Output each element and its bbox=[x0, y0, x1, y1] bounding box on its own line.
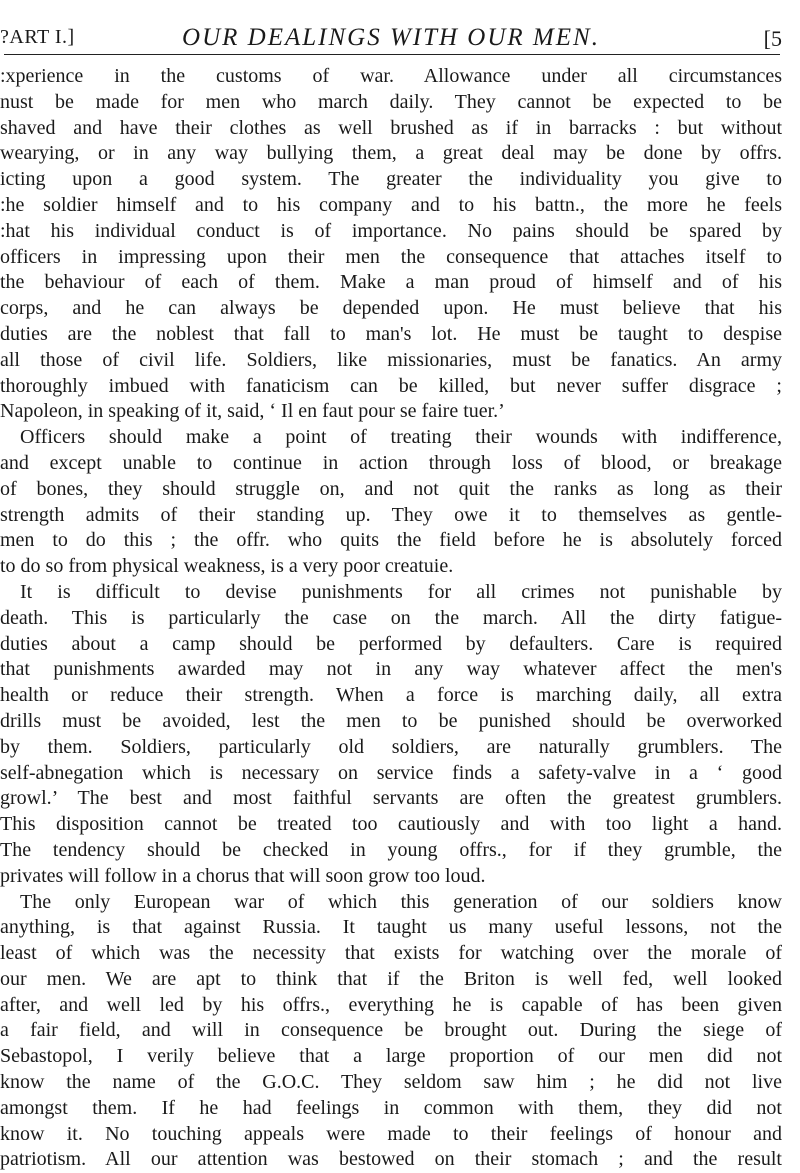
text-line: growl.’ The best and most faithful servants are often the greatest grumblers. bbox=[0, 787, 782, 810]
text-line: It is difficult to devise punishments for all crimes not punishable by bbox=[20, 580, 782, 603]
text-line: Officers should make a point of treating their wounds with indifference, bbox=[20, 426, 782, 449]
text-line: amongst them. If he had feelings in common with them, they did not bbox=[0, 1096, 782, 1119]
text-line: all those of civil life. Soldiers, like missionaries, must be fanatics. An army bbox=[0, 348, 782, 371]
text-line: drills must be avoided, lest the men to be punished should be overworked bbox=[0, 709, 782, 732]
text-line: that punishments awarded may not in any way whatever affect the men's bbox=[0, 658, 782, 681]
page-number: [5 bbox=[763, 26, 782, 51]
text-line: health or reduce their strength. When a force is marching daily, all extra bbox=[0, 684, 782, 707]
text-line: of bones, they should struggle on, and not quit the ranks as long as their bbox=[0, 477, 782, 500]
text-line: know the name of the G.O.C. They seldom saw him ; he did not live bbox=[0, 1071, 782, 1094]
text-line: least of which was the necessity that exists for watching over the morale of bbox=[0, 942, 782, 965]
text-line: Napoleon, in speaking of it, said, ‘ Il en faut pour se faire tuer.’ bbox=[0, 400, 505, 423]
text-line: nust be made for men who march daily. They cannot be expected to be bbox=[0, 90, 782, 113]
text-line: The tendency should be checked in young offrs., for if they grumble, the bbox=[0, 838, 782, 861]
text-line: corps, and he can always be depended upon. He must believe that his bbox=[0, 297, 782, 320]
running-title: OUR DEALINGS WITH OUR MEN. bbox=[182, 24, 600, 51]
text-line: and except unable to continue in action through loss of blood, or breakage bbox=[0, 451, 782, 474]
text-line: the behaviour of each of them. Make a man proud of himself and of his bbox=[0, 271, 782, 294]
text-line: after, and well led by his offrs., everything he is capable of has been given bbox=[0, 993, 782, 1016]
text-line: to do so from physical weakness, is a very poor creatuie. bbox=[0, 555, 454, 578]
text-line: Sebastopol, I verily believe that a large proportion of our men did not bbox=[0, 1045, 782, 1068]
text-line: This disposition cannot be treated too cautiously and with too light a hand. bbox=[0, 813, 782, 836]
text-line: anything, is that against Russia. It taught us many useful lessons, not the bbox=[0, 916, 782, 939]
text-line: duties about a camp should be performed by defaulters. Care is required bbox=[0, 632, 782, 655]
text-line: men to do this ; the offr. who quits the field before he is absolutely forced bbox=[0, 529, 782, 552]
body-text bbox=[0, 64, 782, 1173]
text-line: wearying, or in any way bullying them, a great deal may be done by offrs. bbox=[0, 142, 782, 165]
text-line: strength admits of their standing up. They owe it to themselves as gentle- bbox=[0, 503, 782, 526]
text-line: The only European war of which this generation of our soldiers know bbox=[20, 890, 782, 913]
text-line: death. This is particularly the case on the march. All the dirty fatigue- bbox=[0, 606, 782, 629]
text-line: patriotism. All our attention was bestowed on their stomach ; and the result bbox=[0, 1148, 782, 1171]
text-line: our men. We are apt to think that if the Briton is well fed, well looked bbox=[0, 967, 782, 990]
part-label: ?ART I.] bbox=[0, 26, 75, 48]
text-line: :hat his individual conduct is of importance. No pains should be spared by bbox=[0, 219, 782, 242]
text-line: :xperience in the customs of war. Allowance under all circumstances bbox=[0, 65, 782, 87]
text-line: icting upon a good system. The greater the individuality you give to bbox=[0, 168, 782, 191]
text-line: shaved and have their clothes as well brushed as if in barracks : but without bbox=[0, 116, 782, 139]
page-header bbox=[0, 14, 782, 54]
text-line: self-abnegation which is necessary on service finds a safety-valve in a ‘ good bbox=[0, 761, 782, 784]
text-line: privates will follow in a chorus that will soon grow too loud. bbox=[0, 864, 486, 887]
text-line: by them. Soldiers, particularly old soldiers, are naturally grumblers. The bbox=[0, 735, 782, 758]
header-rule bbox=[4, 54, 780, 55]
text-line: thoroughly imbued with fanaticism can be killed, but never suffer disgrace ; bbox=[0, 374, 782, 397]
text-line: know it. No touching appeals were made to their feelings of honour and bbox=[0, 1122, 782, 1145]
text-line: officers in impressing upon their men the consequence that attaches itself to bbox=[0, 245, 782, 268]
text-line: duties are the noblest that fall to man's lot. He must be taught to despise bbox=[0, 322, 782, 345]
text-line: a fair field, and will in consequence be brought out. During the siege of bbox=[0, 1019, 782, 1042]
text-line: :he soldier himself and to his company and to his battn., the more he feels bbox=[0, 193, 782, 216]
